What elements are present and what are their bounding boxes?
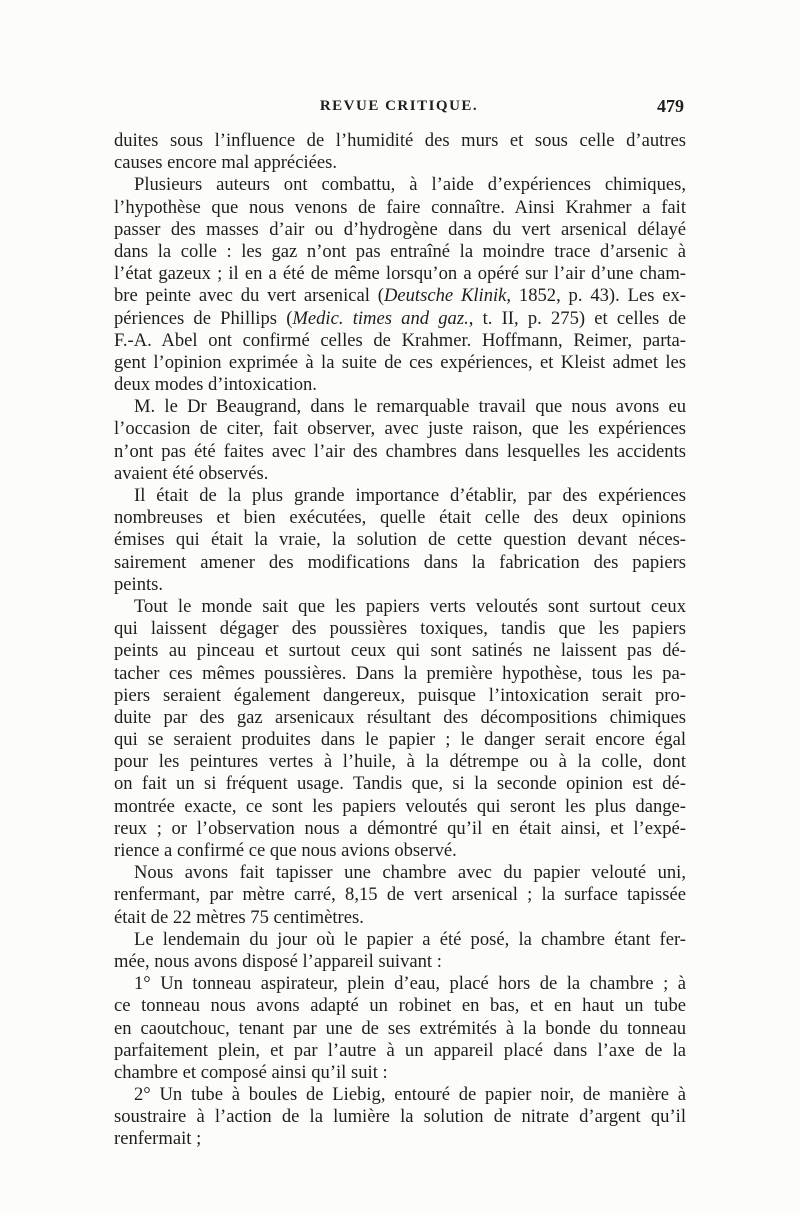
text-line: l’état gazeux ; il en a été de même lorsqu’on a opéré sur l’air d’une cham- <box>114 263 686 285</box>
text-line: Il était de la plus grande importance d’établir, par des expériences <box>134 485 686 506</box>
text-line: mée, nous avons disposé l’appareil suivant : <box>114 950 442 972</box>
text-line: renfermait ; <box>114 1128 202 1150</box>
text-line: nombreuses et bien exécutées, quelle était celle des deux opinions <box>114 507 686 529</box>
text-line: sairement amener des modifications dans la fabrication des papiers <box>114 551 686 573</box>
page-header <box>114 96 684 120</box>
page-number: 479 <box>657 96 684 116</box>
text-line: Le lendemain du jour où le papier a été posé, la chambre étant fer- <box>134 928 686 950</box>
text-line: rience a confirmé ce que nous avions observé. <box>114 840 457 861</box>
text-line: l’hypothèse que nous venons de faire connaître. Ainsi Krahmer a fait <box>114 196 686 218</box>
text-line: avaient été observés. <box>114 462 269 484</box>
text-line: n’ont pas été faites avec l’air des chambres dans lesquelles les accidents <box>114 440 686 462</box>
text-line: périences de Phillips (Medic. times and gaz., t. II, p. 275) et celles de <box>114 307 686 329</box>
text-line: Nous avons fait tapisser une chambre avec du papier velouté uni, <box>134 862 686 884</box>
text-line: 2° Un tube à boules de Liebig, entouré de papier noir, de manière à <box>134 1084 686 1106</box>
text-line: qui laissent dégager des poussières toxiques, tandis que les papiers <box>114 618 686 640</box>
text-line: Tout le monde sait que les papiers verts veloutés sont surtout ceux <box>134 595 686 617</box>
text-line: M. le Dr Beaugrand, dans le remarquable travail que nous avons eu <box>134 396 686 418</box>
text-line: dans la colle : les gaz n’ont pas entraîné la moindre trace d’arsenic à <box>114 240 686 262</box>
text-line: émises qui était la vraie, la solution de cette question devant néces- <box>114 529 686 551</box>
text-line: chambre et composé ainsi qu’il suit : <box>114 1061 388 1083</box>
text-line: était de 22 mètres 75 centimètres. <box>114 906 364 928</box>
text-line: deux modes d’intoxication. <box>114 374 317 396</box>
text-line: en caoutchouc, tenant par une de ses extrémités à la bonde du tonneau <box>114 1017 686 1039</box>
text-line: F.-A. Abel ont confirmé celles de Krahmer. Hoffmann, Reimer, parta- <box>114 329 686 351</box>
text-line: on fait un si fréquent usage. Tandis que, si la seconde opinion est dé- <box>114 773 686 795</box>
text-line: causes encore mal appréciées. <box>114 152 337 174</box>
text-line: Plusieurs auteurs ont combattu, à l’aide d’expériences chimiques, <box>134 174 686 196</box>
running-title: REVUE CRITIQUE. <box>319 98 479 114</box>
text-line: bre peinte avec du vert arsenical (Deutsche Klinik, 1852, p. 43). Les ex- <box>114 285 687 307</box>
text-line: tacher ces mêmes poussières. Dans la première hypothèse, tous les pa- <box>114 662 686 684</box>
text-line: ce tonneau nous avons adapté un robinet en bas, et en haut un tube <box>114 995 686 1017</box>
text-line: soustraire à l’action de la lumière la solution de nitrate d’argent qu’il <box>114 1106 686 1128</box>
text-line: parfaitement plein, et par l’autre à un appareil placé dans l’axe de la <box>114 1039 686 1061</box>
text-line: duite par des gaz arsenicaux résultant des décompositions chimiques <box>114 706 686 728</box>
text-line: l’occasion de citer, fait observer, avec juste raison, que les expériences <box>114 418 686 440</box>
text-line: passer des masses d’air ou d’hydrogène dans du vert arsenical délayé <box>114 218 686 240</box>
text-line: renfermant, par mètre carré, 8,15 de vert arsenical ; la surface tapissée <box>114 884 686 906</box>
text-line: peints au pinceau et surtout ceux qui sont satinés ne laissent pas dé- <box>114 640 686 662</box>
text-line: reux ; or l’observation nous a démontré qu’il en était ainsi, et l’expé- <box>114 817 686 839</box>
text-line: 1° Un tonneau aspirateur, plein d’eau, placé hors de la chambre ; à <box>134 973 686 995</box>
text-line: montrée exacte, ce sont les papiers veloutés qui seront les plus dange- <box>114 795 686 817</box>
body-text <box>114 130 686 1151</box>
text-line: pour les peintures vertes à l’huile, à la détrempe ou à la colle, dont <box>114 751 686 773</box>
text-line: qui se seraient produites dans le papier ; le danger serait encore égal <box>114 729 686 751</box>
text-line: peints. <box>114 573 164 595</box>
text-line: piers seraient également dangereux, puisque l’intoxication serait pro- <box>114 684 686 706</box>
text-line: duites sous l’influence de l’humidité des murs et sous celle d’autres <box>114 130 686 151</box>
text-line: gent l’opinion exprimée à la suite de ces expériences, et Kleist admet les <box>114 351 686 373</box>
